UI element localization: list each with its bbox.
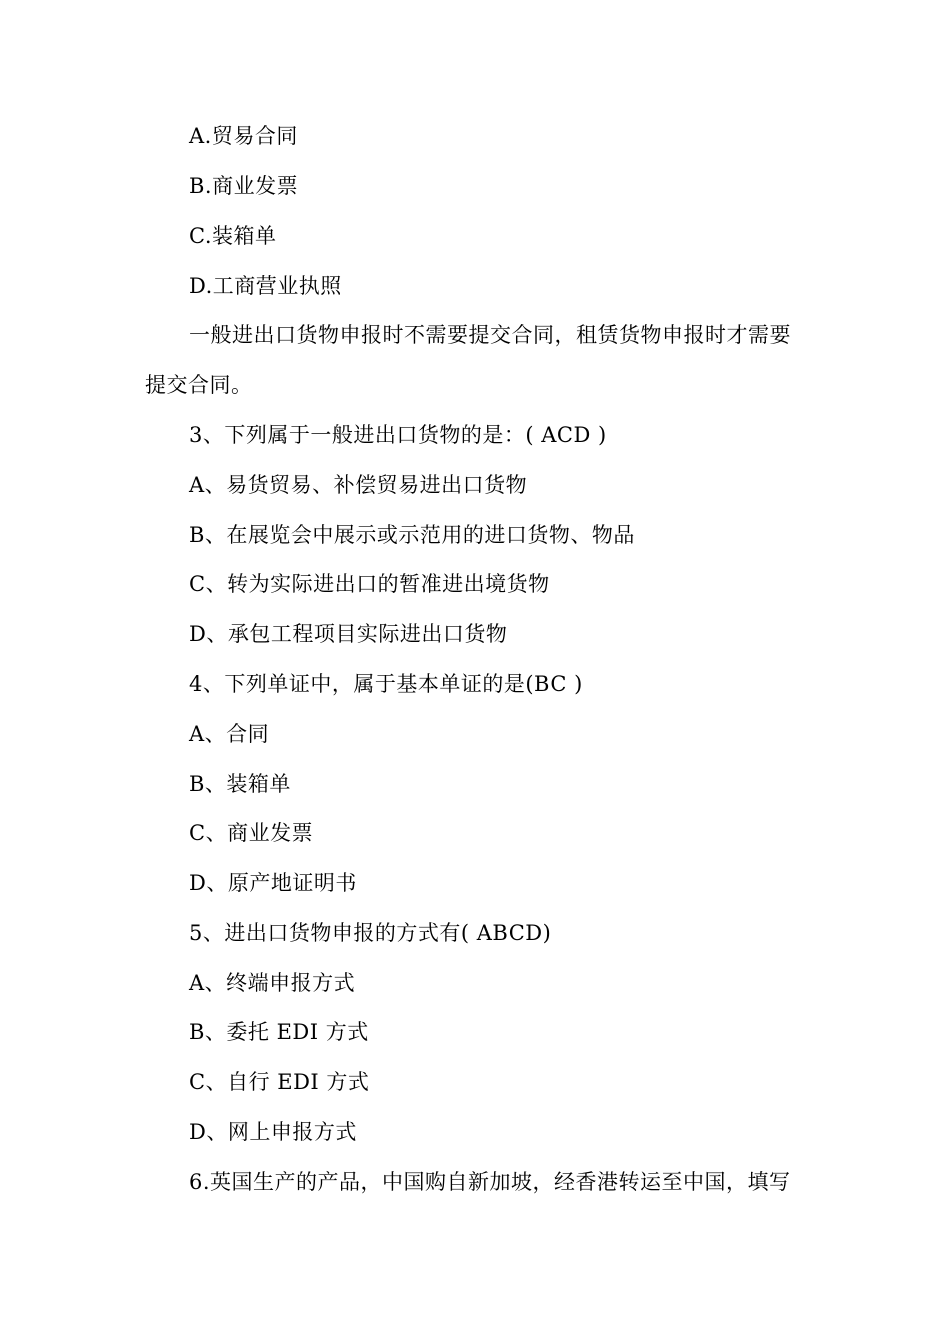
option-line: D.工商营业执照 bbox=[189, 274, 342, 298]
question-line: 6.英国生产的产品，中国购自新加坡，经香港转运至中国，填写 bbox=[189, 1170, 791, 1194]
option-line: A、合同 bbox=[189, 722, 270, 746]
question-line: 4、下列单证中，属于基本单证的是(BC ) bbox=[189, 672, 583, 696]
option-line: B、装箱单 bbox=[189, 772, 291, 796]
option-line: C、转为实际进出口的暂准进出境货物 bbox=[189, 572, 550, 596]
question-line: 5、进出口货物申报的方式有( ABCD) bbox=[189, 921, 552, 945]
option-line: A、终端申报方式 bbox=[189, 971, 356, 995]
question-line: 3、下列属于一般进出口货物的是：( ACD ) bbox=[189, 423, 607, 447]
option-line: D、原产地证明书 bbox=[189, 871, 357, 895]
option-line: D、网上申报方式 bbox=[189, 1120, 357, 1144]
option-line: C.装箱单 bbox=[189, 224, 277, 248]
option-line: C、自行 EDI 方式 bbox=[189, 1070, 370, 1094]
explanation-line: 提交合同。 bbox=[145, 373, 253, 397]
option-line: D、承包工程项目实际进出口货物 bbox=[189, 622, 508, 646]
option-line: C、商业发票 bbox=[189, 821, 314, 845]
option-line: B、委托 EDI 方式 bbox=[189, 1020, 369, 1044]
option-line: A、易货贸易、补偿贸易进出口货物 bbox=[189, 473, 528, 497]
option-line: A.贸易合同 bbox=[189, 124, 298, 148]
option-line: B、在展览会中展示或示范用的进口货物、物品 bbox=[189, 523, 635, 547]
option-line: B.商业发票 bbox=[189, 174, 299, 198]
explanation-line: 一般进出口货物申报时不需要提交合同，租赁货物申报时才需要 bbox=[189, 323, 791, 347]
